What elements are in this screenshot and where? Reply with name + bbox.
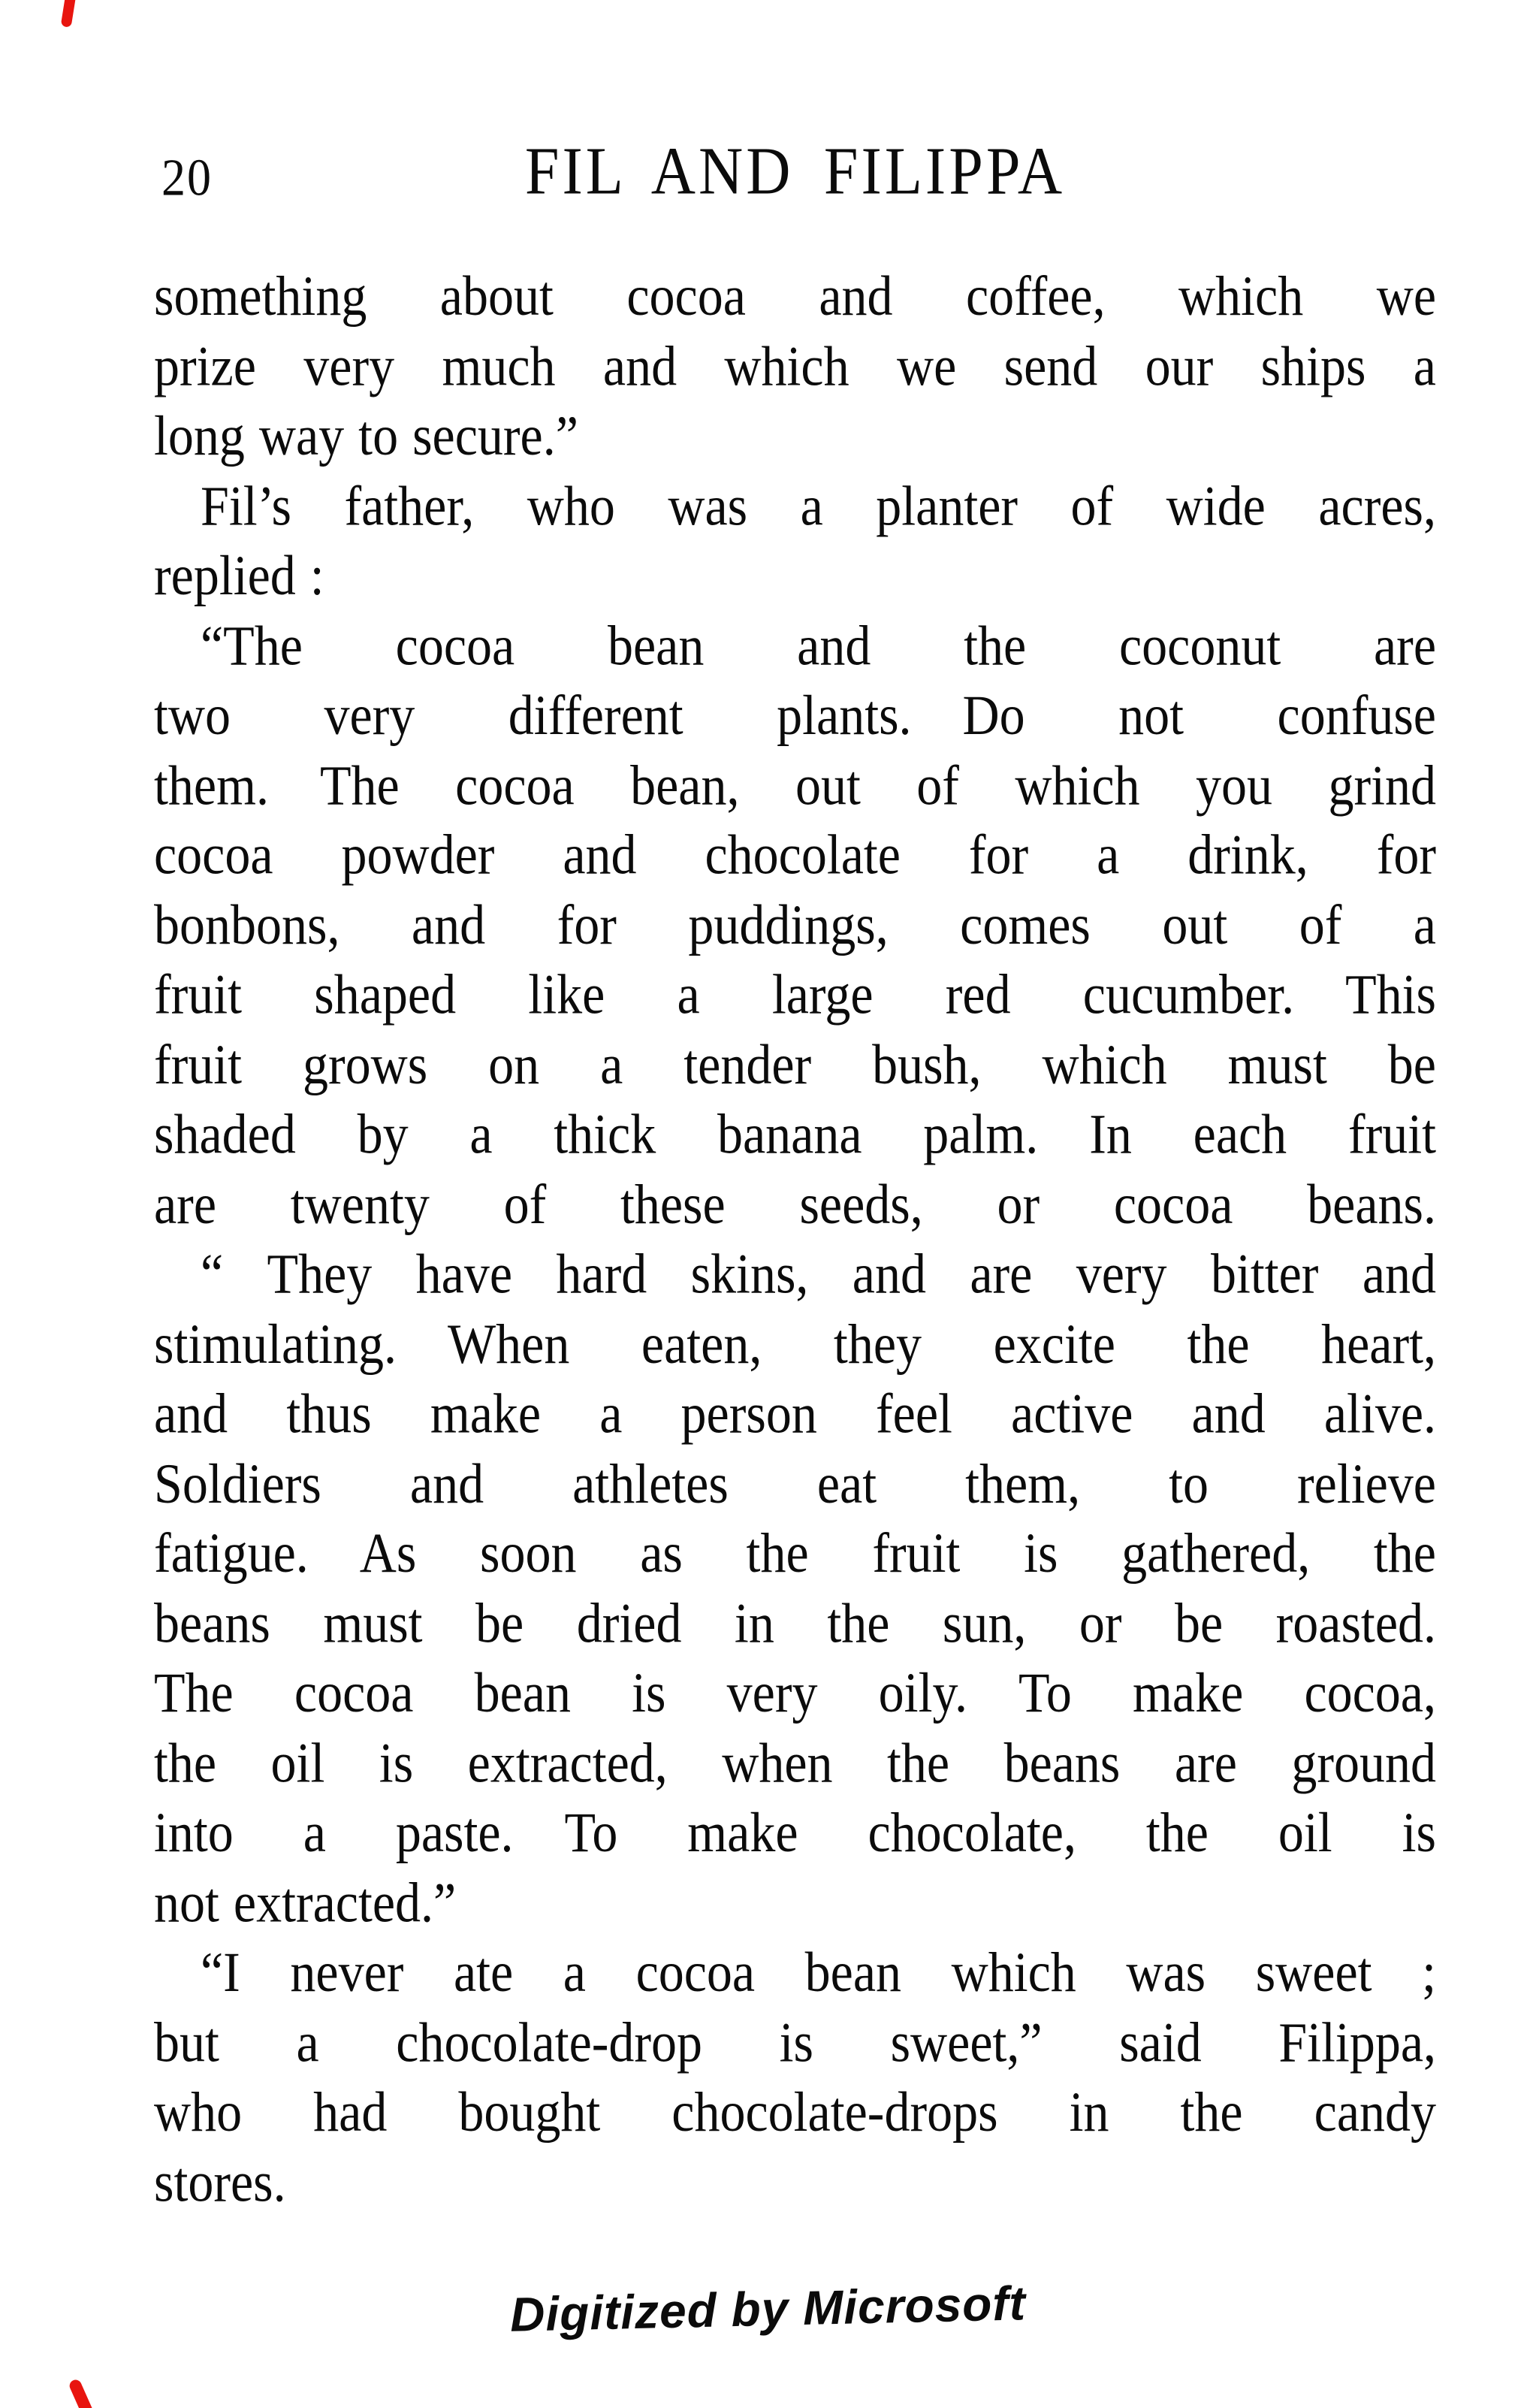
body-line: two very different plants. Do not confuse: [154, 683, 1436, 747]
body-line: who had bought chocolate-drops in the candy: [154, 2080, 1436, 2144]
body-line: beans must be dried in the sun, or be roasted.: [154, 1591, 1436, 1654]
body-line: shaded by a thick banana palm. In each fruit: [154, 1102, 1436, 1165]
body-line: replied :: [154, 543, 324, 607]
body-line: fruit shaped like a large red cucumber. This: [154, 962, 1436, 1026]
body-line: bonbons, and for puddings, comes out of a: [154, 893, 1436, 956]
body-line: Fil’s father, who was a planter of wide acres,: [201, 473, 1436, 537]
body-line: The cocoa bean is very oily. To make cocoa,: [154, 1661, 1436, 1724]
digitization-stamp: Digitized by Microsoft: [509, 2276, 1027, 2342]
body-line: prize very much and which we send our ships a: [154, 334, 1436, 397]
body-line: something about cocoa and coffee, which we: [154, 264, 1436, 328]
body-line: and thus make a person feel active and alive.: [154, 1382, 1436, 1445]
body-line: them. The cocoa bean, out of which you grind: [154, 753, 1436, 817]
body-text: [154, 261, 1436, 2217]
red-pen-mark-top: [61, 0, 77, 28]
body-line: fatigue. As soon as the fruit is gathered, the: [154, 1521, 1436, 1585]
body-line: fruit grows on a tender bush, which must be: [154, 1032, 1436, 1096]
body-line: not extracted.”: [154, 1870, 457, 1934]
body-line: stimulating. When eaten, they excite the heart,: [154, 1312, 1436, 1375]
running-head-title: FIL AND FILIPPA: [524, 133, 1066, 209]
body-line: “I never ate a cocoa bean which was sweet ;: [201, 1940, 1436, 2004]
body-line: but a chocolate-drop is sweet,” said Filippa,: [154, 2010, 1436, 2074]
body-line: “ They have hard skins, and are very bitter and: [201, 1242, 1436, 1305]
body-line: into a paste. To make chocolate, the oil is: [154, 1800, 1436, 1864]
body-line: Soldiers and athletes eat them, to relieve: [154, 1452, 1436, 1515]
body-line: stores.: [154, 2150, 286, 2213]
body-line: long way to secure.”: [154, 403, 578, 467]
body-line: are twenty of these seeds, or cocoa beans.: [154, 1172, 1436, 1235]
body-line: “The cocoa bean and the coconut are: [201, 613, 1436, 677]
red-pen-mark-bottom: [68, 2378, 95, 2408]
body-line: cocoa powder and chocolate for a drink, for: [154, 823, 1436, 887]
page-number: 20: [161, 147, 213, 207]
body-line: the oil is extracted, when the beans are ground: [154, 1730, 1436, 1794]
